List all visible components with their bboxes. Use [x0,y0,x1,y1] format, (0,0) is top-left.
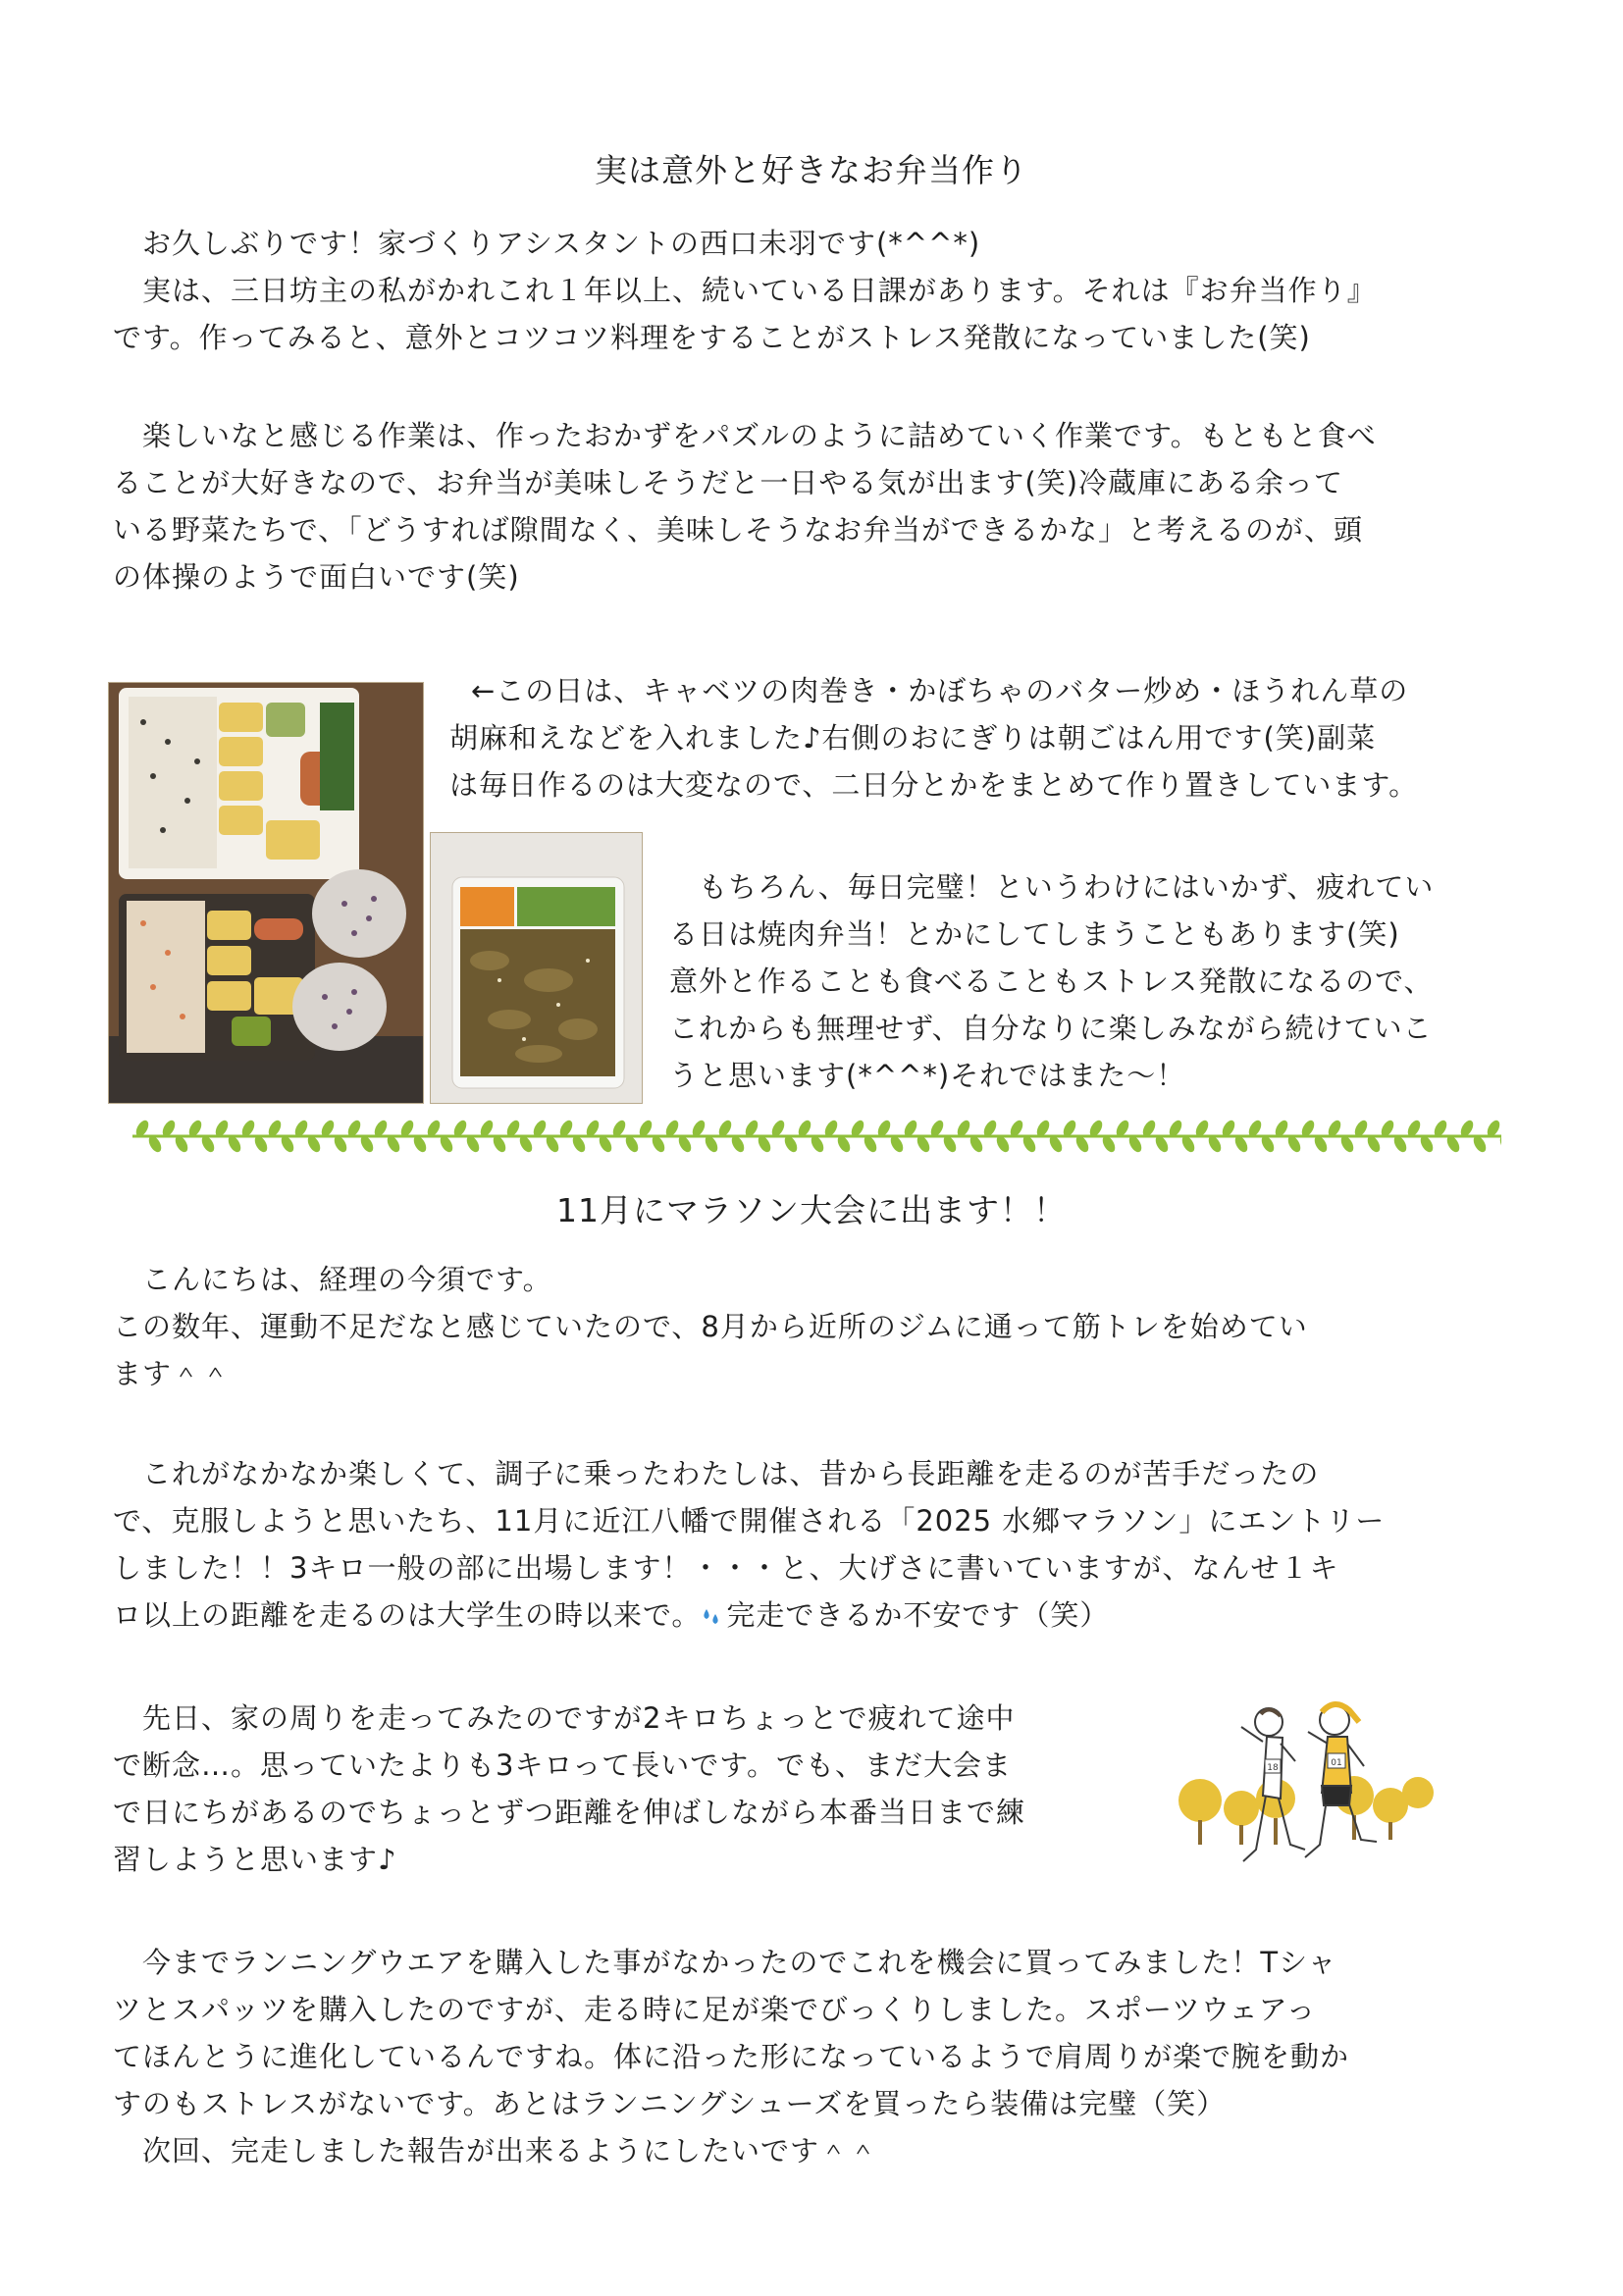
article1-closing: もちろん、毎日完璧！というわけにはいかず、疲れてい る日は焼肉弁当！とかにしてしまうこともあります(笑) 意外と作ることも食べることもストレス発散になるので、 これからも無理せず、自分なりに楽しみながら続けていこ うと思います(*^^*)それではまた～！ [669,870,1435,1092]
article2-paragraph: これがなかなか楽しくて、調子に乗ったわたしは、昔から長距離を走るのが苦手だったの で、克服しようと思いたち、11月に近江八幡で開催される「2025 水郷マラソン」にエントリー しました！！3キロ一般の部に出場します！・・・と、大げさに書いていますが、なんせ１キ ロ以上の距離を走るのは大学生の時以来で。 完走できるか不安です（笑） [113,1457,1386,1632]
article1-intro: お久しぶりです！家づくりアシスタントの西口未羽です(*^^*) 実は、三日坊主の私がかれこれ１年以上、続いている日課があります。それは『お弁当作り』 です。作ってみると、意外とコツコツ料理をすることがストレス発散になっていました(笑) [113,227,1377,354]
bib-number-right: 01 [1331,1758,1342,1768]
photo-caption: ←この日は、キャベツの肉巻き・かぼちゃのバター炒め・ほうれん草の 胡麻和えなどを入れました♪右側のおにぎりは朝ごはん用です(笑)副菜 は毎日作るのは大変なので、二日分とかをまとめて作り置きしています。 [449,674,1419,802]
article1-title: 実は意外と好きなお弁当作り [595,151,1028,189]
article2-title: 11月にマラソン大会に出ます！！ [556,1191,1067,1229]
article2-closing: 今までランニングウエアを購入した事がなかったのでこれを機会に買ってみました！Tシャ ツとスパッツを購入したのですが、走る時に足が楽でびっくりしました。スポーツウェアっ てほんとうに進化しているんですね。体に沿った形になっているようで肩周りが楽で腕を動か すのもストレスがないです。あとはランニングシューズを買ったら装備は完璧（笑） 次回、完走しました報告が出来るようにしたいです＾＾ [113,1946,1350,2167]
tree-icon [1178,1776,1434,1826]
runner-left [1241,1708,1305,1861]
article1-paragraph: 楽しいなと感じる作業は、作ったおかずをパズルのように詰めていく作業です。もともと食べ ることが大好きなので、お弁当が美味しそうだと一日やる気が出ます(笑)冷蔵庫にある余って いる野菜たちで、「どうすれば隙間なく、美味しそうなお弁当ができるかな」と考えるのが、頭 の体操のようで面白いです(笑) [113,419,1377,594]
bento-photo [108,682,424,1104]
sweat-drops-icon [701,1606,722,1628]
bib-number-left: 18 [1267,1763,1279,1773]
runners-illustration [1173,1683,1438,1899]
article2-intro: こんにちは、経理の今須です。 この数年、運動不足だなと感じていたので、8月から近所のジムに通って筋トレを始めてい ます＾＾ [113,1263,1308,1390]
article2-training: 先日、家の周りを走ってみたのですが2キロちょっとで疲れて途中 で断念…。思っていたよりも3キロって長いです。でも、まだ大会ま で日にちがあるのでちょっとずつ距離を伸ばしながら本番当日まで練 習しようと思います♪ [113,1701,1026,1876]
vine-divider [132,1119,1501,1154]
yakiniku-bento-photo [430,832,643,1104]
